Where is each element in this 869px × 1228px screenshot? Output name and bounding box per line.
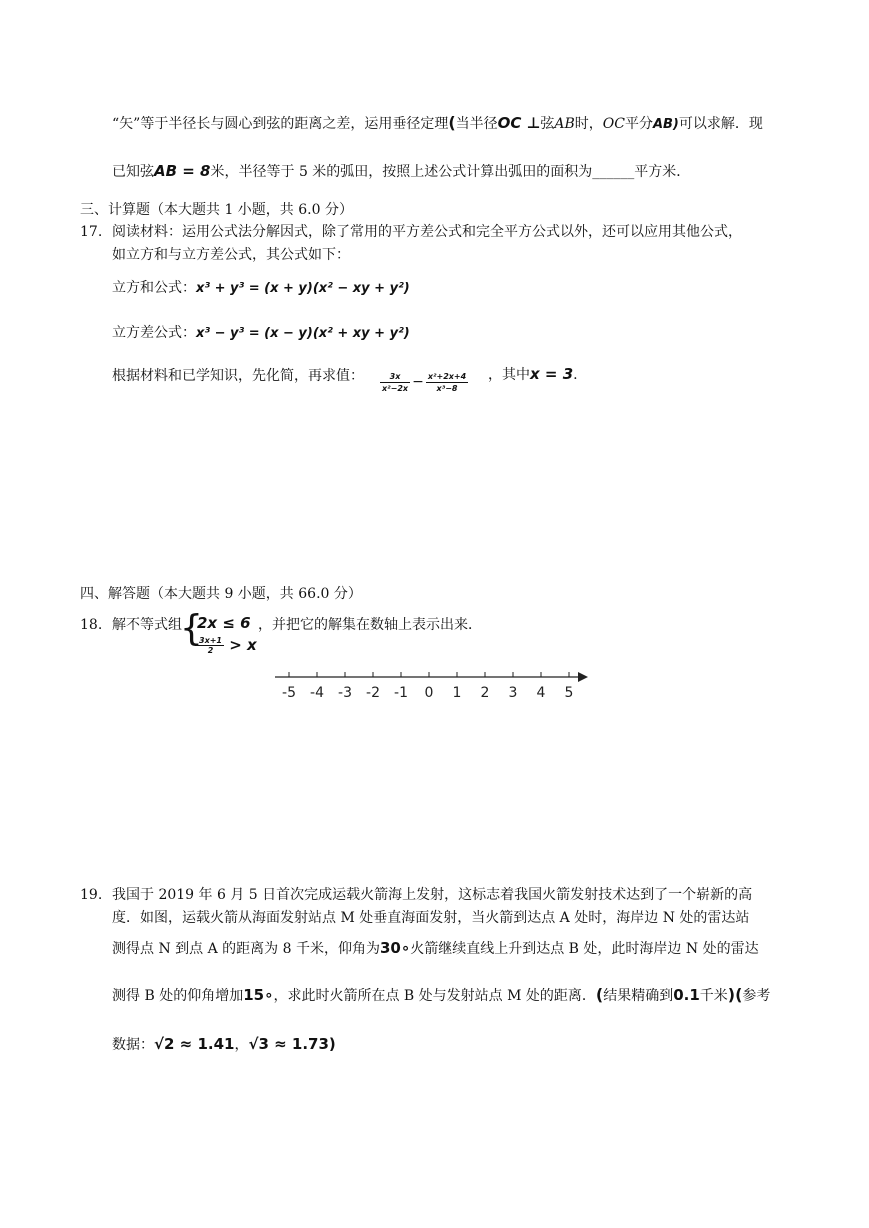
frac1-numerator: 3x (380, 371, 410, 383)
separator: ， (234, 1037, 249, 1053)
number-line-label: -4 (310, 685, 324, 701)
frac2-denominator: x³−8 (436, 383, 458, 393)
math-oc-perp: OC ⊥ (497, 114, 541, 132)
cube-sum-formula: x³ + y³ = (x + y)(x² − xy + y²) (196, 281, 410, 296)
angle-30: 30∘ (379, 939, 411, 957)
q19-text: 千米 (699, 988, 728, 1004)
number-line-label: -2 (366, 685, 380, 701)
q19-line4 (112, 985, 770, 1006)
q18-number: 18. (80, 617, 103, 633)
q18-prefix: 解不等式组 (112, 617, 182, 633)
q16-text: 可以求解．现 (678, 116, 763, 132)
system-brace: { (180, 608, 203, 649)
q16-text: 弦 (540, 116, 555, 132)
q17-condition (488, 364, 578, 385)
cube-sum-label: 立方和公式： (112, 280, 196, 296)
minus-sign: − (412, 374, 424, 390)
number-line-label: -3 (338, 685, 352, 701)
q16-text: 米，半径等于 5 米的弧田，按照上述公式计算出弧田的面积为______平方米． (210, 164, 691, 180)
number-line-label: 4 (536, 685, 546, 701)
angle-15: 15∘ (243, 986, 274, 1004)
paren: )( (727, 985, 743, 1004)
ineq2-fraction (197, 636, 224, 655)
q16-line1 (112, 113, 763, 135)
q19-line1: 我国于 2019 年 6 月 5 日首次完成运载火箭海上发射，这标志着我国火箭发射技术达到了一个崭新的高 (112, 887, 753, 903)
number-line-label: -5 (282, 685, 296, 701)
number-line-label: 5 (564, 685, 574, 701)
q16-text: 当半径 (455, 116, 498, 132)
frac1-denominator: x²−2x (382, 383, 409, 393)
q17-line2: 如立方和与立方差公式，其公式如下： (112, 247, 350, 263)
q17-line1: 阅读材料：运用公式法分解因式，除了常用的平方差公式和完全平方公式以外，还可以应用其他公式， (112, 224, 742, 240)
section4-heading: 四、解答题（本大题共 9 小题，共 66.0 分） (80, 586, 362, 602)
precision-value: 0.1 (673, 986, 700, 1004)
q16-text: 平分 (624, 116, 653, 132)
q17-cube-sum (112, 278, 410, 299)
sqrt3-approx: √3 ≈ 1.73) (248, 1035, 336, 1053)
paren: ( (595, 985, 604, 1004)
q19-data-label: 数据： (112, 1037, 154, 1053)
paren: ( (448, 113, 456, 132)
q18-suffix: ，并把它的解集在数轴上表示出来． (258, 617, 482, 633)
number-line-label: -1 (394, 685, 408, 701)
q16-text: 时， (574, 116, 603, 132)
number-line-label: 2 (480, 685, 490, 701)
q19-line2: 度．如图，运载火箭从海面发射站点 M 处垂直海面发射，当火箭到达点 A 处时，海岸边 N 处的雷达站 (112, 910, 750, 926)
cube-diff-formula: x³ − y³ = (x − y)(x² + xy + y²) (196, 326, 410, 341)
q17-number: 17. (80, 224, 103, 240)
q17-comma: ，其中 (488, 367, 530, 383)
ineq2-rest: > x (229, 636, 257, 654)
ineq2-denominator: 2 (207, 646, 214, 655)
q19-text: 结果精确到 (603, 988, 674, 1004)
number-line (270, 665, 600, 710)
x-equals-3: x = 3 (530, 365, 574, 383)
section3-heading: 三、计算题（本大题共 1 小题，共 6.0 分） (80, 202, 353, 218)
inequality-1: 2x ≤ 6 (197, 614, 251, 632)
number-line-label: 0 (424, 685, 434, 701)
q19-text: 测得 B 处的仰角增加 (112, 988, 244, 1004)
frac2-numerator: x²+2x+4 (427, 371, 467, 381)
q16-text: “矢”等于半径长与圆心到弦的距离之差，运用垂径定理 (112, 116, 449, 132)
ineq2-numerator: 3x+1 (199, 636, 222, 645)
inequality-2 (197, 636, 257, 655)
sqrt2-approx: √2 ≈ 1.41 (154, 1035, 235, 1053)
math-ab-paren: AB) (652, 117, 679, 132)
cube-diff-label: 立方差公式： (112, 325, 196, 341)
q17-expression (380, 370, 468, 394)
q19-line3 (112, 938, 759, 959)
math-oc: OC (602, 116, 625, 132)
q17-task (112, 364, 364, 388)
number-line-arrow (578, 672, 588, 682)
q19-text: 测得点 N 到点 A 的距离为 8 千米，仰角为 (112, 941, 380, 957)
q16-line2 (112, 161, 690, 182)
number-line-label: 3 (508, 685, 518, 701)
fraction-2 (426, 371, 468, 394)
q19-text: ，求此时火箭所在点 B 处与发射站点 M 处的距离． (273, 988, 596, 1004)
q17-task-text: 根据材料和已学知识，先化简，再求值： (112, 368, 364, 384)
q17-end: . (573, 367, 578, 383)
math-ab: AB (554, 116, 575, 132)
q19-number: 19. (80, 887, 103, 903)
q19-text: 参考 (742, 988, 771, 1004)
math-ab-eq-8: AB = 8 (154, 162, 211, 180)
q17-cube-diff (112, 323, 410, 344)
fraction-1 (380, 371, 410, 394)
number-line-label: 1 (452, 685, 462, 701)
q19-line5 (112, 1034, 336, 1055)
q19-text: 火箭继续直线上升到达点 B 处，此时海岸边 N 处的雷达 (410, 941, 759, 957)
q16-text: 已知弦 (112, 164, 154, 180)
